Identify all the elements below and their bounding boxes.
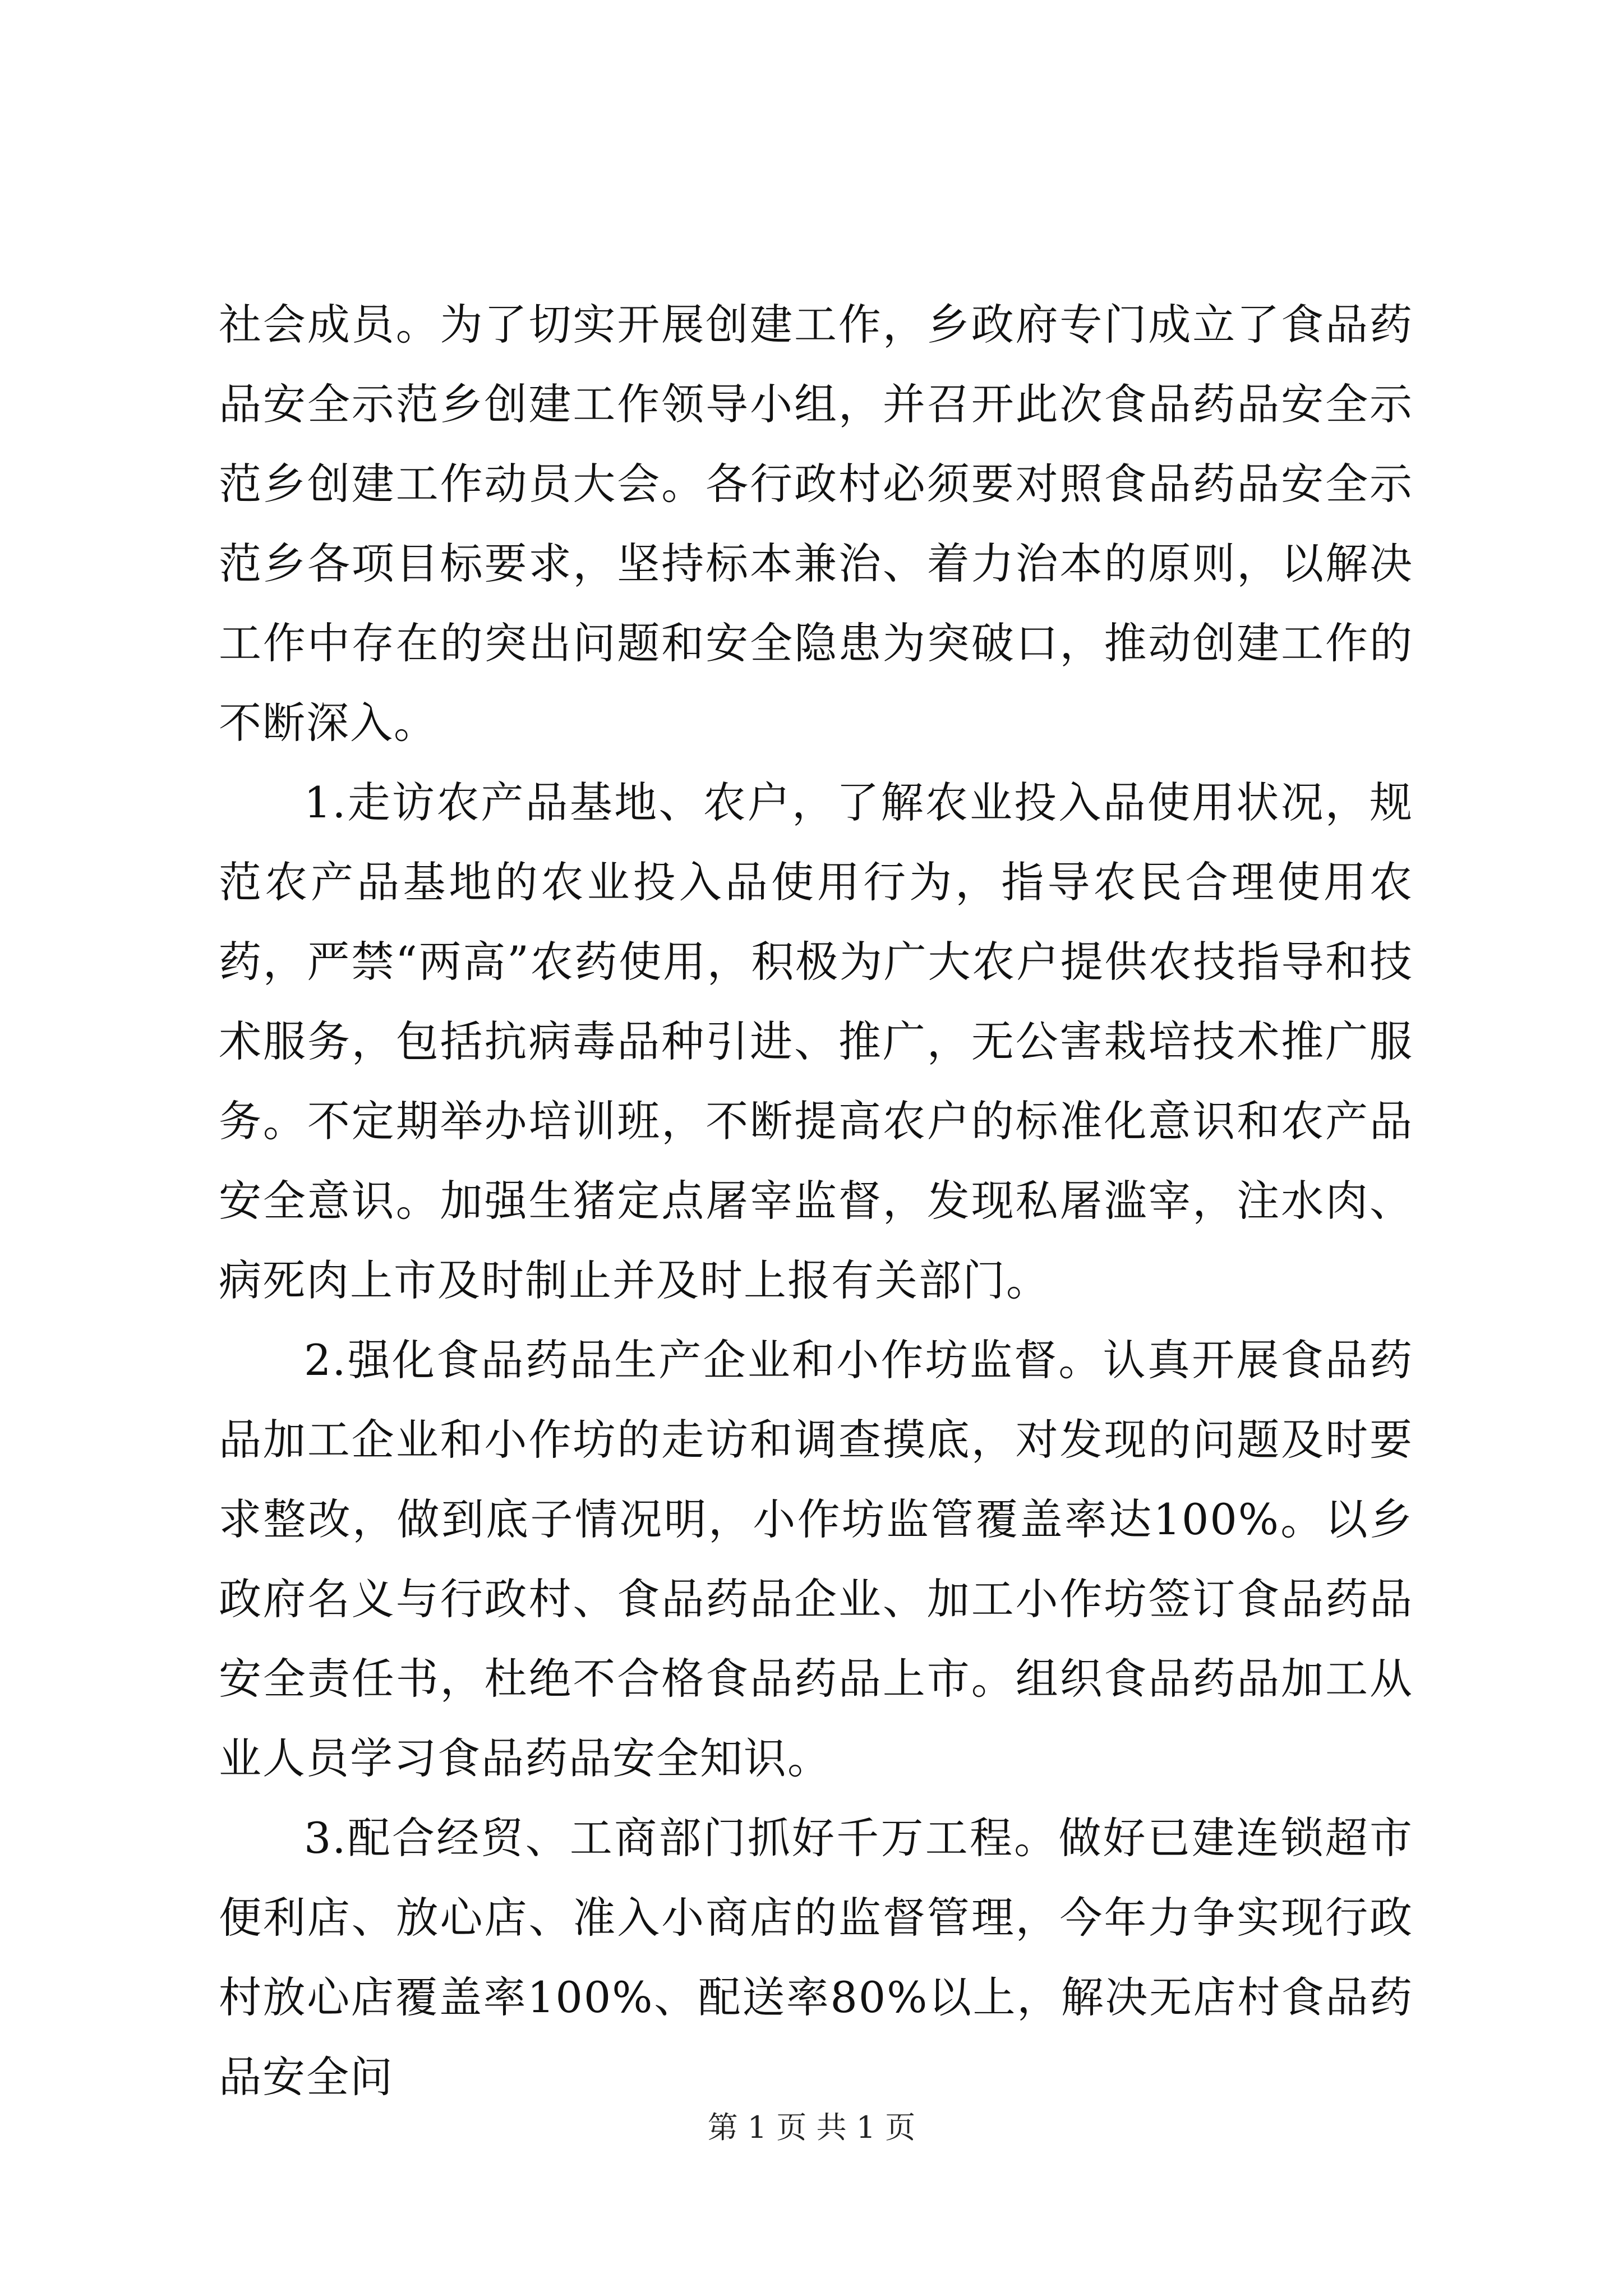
document-body (219, 285, 1413, 2117)
page-footer: 第 1 页 共 1 页 (707, 2110, 916, 2145)
paragraph-item-1: 1.走访农产品基地、农户，了解农业投入品使用状况，规范农产品基地的农业投入品使用行为，指导农民合理使用农药，严禁“两高”农药使用，积极为广大农户提供农技指导和技术服务，包括抗病毒品种引进、推广，无公害栽培技术推广服务。不定期举办培训班，不断提高农户的标准化意识和农产品安全意识。加强生猪定点屠宰监督，发现私屠滥宰，注水肉、病死肉上市及时制止并及时上报有关部门。 (219, 777, 1413, 1305)
paragraph-item-2: 2.强化食品药品生产企业和小作坊监督。认真开展食品药品加工企业和小作坊的走访和调查摸底，对发现的问题及时要求整改，做到底子情况明，小作坊监管覆盖率达100%。以乡政府名义与行政村、食品药品企业、加工小作坊签订食品药品安全责任书，杜绝不合格食品药品上市。组织食品药品加工从业人员学习食品药品安全知识。 (219, 1335, 1413, 1783)
paragraph-continuation: 社会成员。为了切实开展创建工作，乡政府专门成立了食品药品安全示范乡创建工作领导小组，并召开此次食品药品安全示范乡创建工作动员大会。各行政村必须要对照食品药品安全示范乡各项目标要求，坚持标本兼治、着力治本的原则，以解决工作中存在的突出问题和安全隐患为突破口，推动创建工作的不断深入。 (219, 300, 1413, 748)
paragraph-item-3: 3.配合经贸、工商部门抓好千万工程。做好已建连锁超市便利店、放心店、准入小商店的监督管理，今年力争实现行政村放心店覆盖率100%、配送率80%以上，解决无店村食品药品安全问 (219, 1813, 1413, 2102)
